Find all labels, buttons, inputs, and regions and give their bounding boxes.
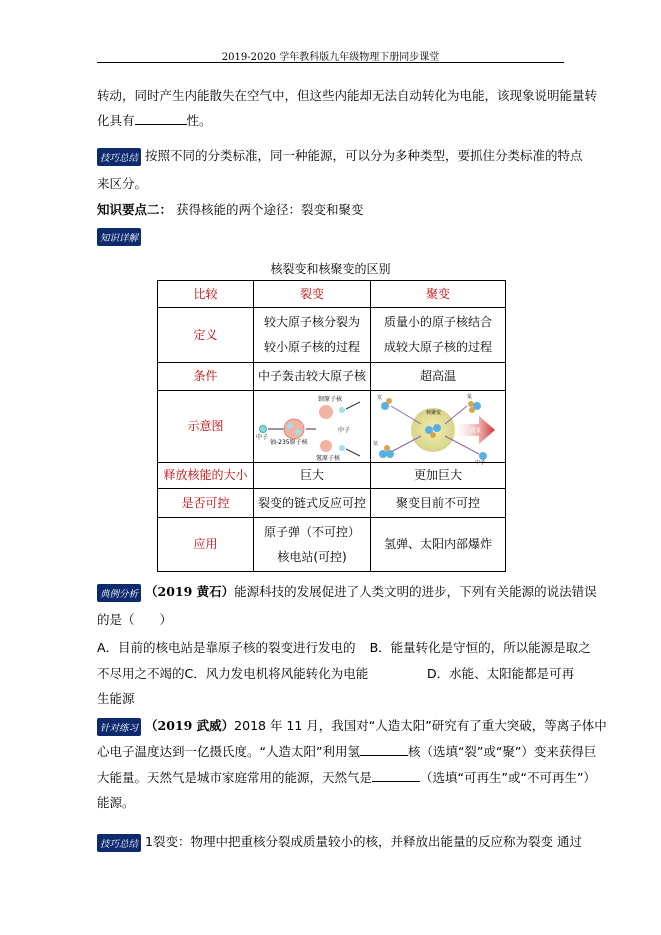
point-label: 知识要点二： — [97, 202, 173, 217]
knowledge-point-heading — [97, 200, 364, 218]
option-line — [97, 638, 591, 656]
diagram-label: 能量 — [471, 427, 482, 434]
diagram-label: 中子 — [475, 459, 486, 466]
cell: 超高温 — [371, 363, 506, 391]
text: 核（选填“裂”或“聚”）变来获得巨 — [407, 744, 597, 759]
source: （2019 武威） — [145, 718, 235, 733]
paragraph-line — [97, 111, 212, 129]
diagram-label: 中子 — [256, 433, 269, 441]
cell-line: 成较大原子核的过程 — [383, 340, 492, 354]
text: 1裂变：物理中把重核分裂成质量较小的核，并释放出能量的反应称为裂变 通过 — [145, 834, 582, 849]
practice-line — [97, 742, 596, 760]
practice-line — [97, 768, 596, 786]
cell-line: 原子弹（不可控） — [263, 524, 360, 539]
cell-line: 核电站(可控) — [277, 549, 347, 564]
skill-summary-badge: 技巧总结 — [97, 834, 141, 852]
fission-diagram-cell — [254, 391, 371, 463]
diagram-label: 氚 — [467, 393, 473, 400]
cell: 裂变的链式反应可控 — [254, 489, 371, 518]
practice-line — [97, 716, 607, 736]
cell — [371, 308, 506, 363]
cell: 巨大 — [254, 463, 371, 489]
paragraph-line: 转动，同时产生内能散失在空气中，但这些内能却无法自动转化为电能，该现象说明能量转 — [97, 88, 598, 103]
cell — [254, 518, 371, 572]
option-b: B．能量转化是守恒的，所以能源是取之 — [369, 640, 591, 655]
source: （2019 黄石） — [145, 584, 235, 599]
page-header: 2019-2020 学年教科版九年级物理下册同步课堂 — [221, 52, 440, 63]
knowledge-badge: 知识详解 — [97, 228, 141, 246]
table-caption: 核裂变和核聚变的区别 — [270, 262, 391, 276]
diagram-label: 中子 — [338, 426, 351, 434]
fission-diagram — [254, 392, 366, 462]
option-b-cont: 不尽用之不竭的 — [97, 666, 185, 681]
diagram-label: 氪原子核 — [316, 454, 341, 462]
option-line — [97, 664, 575, 682]
tip-line — [97, 832, 582, 852]
tip-line: 来区分。 — [97, 176, 148, 191]
skill-summary-badge: 技巧总结 — [97, 148, 141, 166]
answer-blank — [360, 743, 408, 756]
cell-line: 较小原子核的过程 — [263, 340, 360, 354]
row-label: 条件 — [158, 363, 254, 391]
option-c: C．风力发电机将风能转化为电能 — [184, 666, 369, 681]
header-rule — [97, 62, 564, 63]
cell: 氢弹、太阳内部爆炸 — [371, 518, 506, 572]
diagram-label: 氘 — [373, 440, 379, 447]
row-label: 是否可控 — [158, 489, 254, 518]
text: 心电子温度达到一亿摄氏度。“人造太阳”利用氢 — [97, 744, 360, 759]
point-text: 获得核能的两个途径：裂变和聚变 — [176, 202, 364, 217]
text: 能源科技的发展促进了人类文明的进步，下列有关能源的说法错误 — [234, 584, 597, 599]
example-line — [97, 582, 597, 602]
row-label: 应用 — [158, 518, 254, 572]
diagram-label: 钡原子核 — [318, 395, 343, 403]
diagram-label: 氘 — [377, 394, 383, 401]
text: 2018 年 11 月，我国对“人造太阳”研究有了重大突破，等离子体中 — [234, 718, 607, 733]
cell-line: 较大原子核分裂为 — [263, 315, 360, 329]
example-badge: 典例分析 — [97, 584, 141, 602]
diagram-label: 核聚变 — [426, 409, 442, 416]
diagram-label: 铀-235原子核 — [270, 438, 308, 446]
answer-blank — [135, 112, 187, 125]
practice-badge: 针对练习 — [97, 718, 141, 736]
practice-line: 能源。 — [97, 795, 135, 810]
comparison-table — [157, 280, 506, 572]
example-line: 的是（ ） — [97, 612, 173, 627]
row-label: 定义 — [158, 308, 254, 363]
text: （选填“可再生”或“不可再生”） — [420, 770, 596, 785]
cell: 中子轰击较大原子核 — [254, 363, 371, 391]
badge-line — [97, 228, 145, 246]
fusion-diagram-cell — [371, 391, 506, 466]
fusion-diagram — [371, 392, 501, 466]
cell — [254, 308, 371, 363]
cell-line: 质量小的原子核结合 — [383, 315, 492, 329]
header-cell: 比较 — [158, 281, 254, 308]
answer-blank — [372, 769, 420, 782]
text: 化具有 — [97, 113, 135, 128]
row-label: 示意图 — [158, 391, 254, 463]
text: 性。 — [186, 113, 212, 128]
option-line: 生能源 — [97, 691, 135, 706]
cell: 更加巨大 — [371, 463, 506, 489]
header-cell: 聚变 — [371, 281, 506, 308]
tip-line — [97, 146, 583, 166]
text: 按照不同的分类标准，同一种能源，可以分为多种类型，要抓住分类标准的特点 — [145, 148, 583, 163]
option-a: A．目前的核电站是靠原子核的裂变进行发电的 — [97, 640, 356, 655]
text: 大能量。天然气是城市家庭常用的能源，天然气是 — [97, 770, 373, 785]
cell: 聚变目前不可控 — [371, 489, 506, 518]
row-label: 释放核能的大小 — [158, 463, 254, 489]
option-d: D．水能、太阳能都是可再 — [427, 666, 575, 681]
header-cell: 裂变 — [254, 281, 371, 308]
